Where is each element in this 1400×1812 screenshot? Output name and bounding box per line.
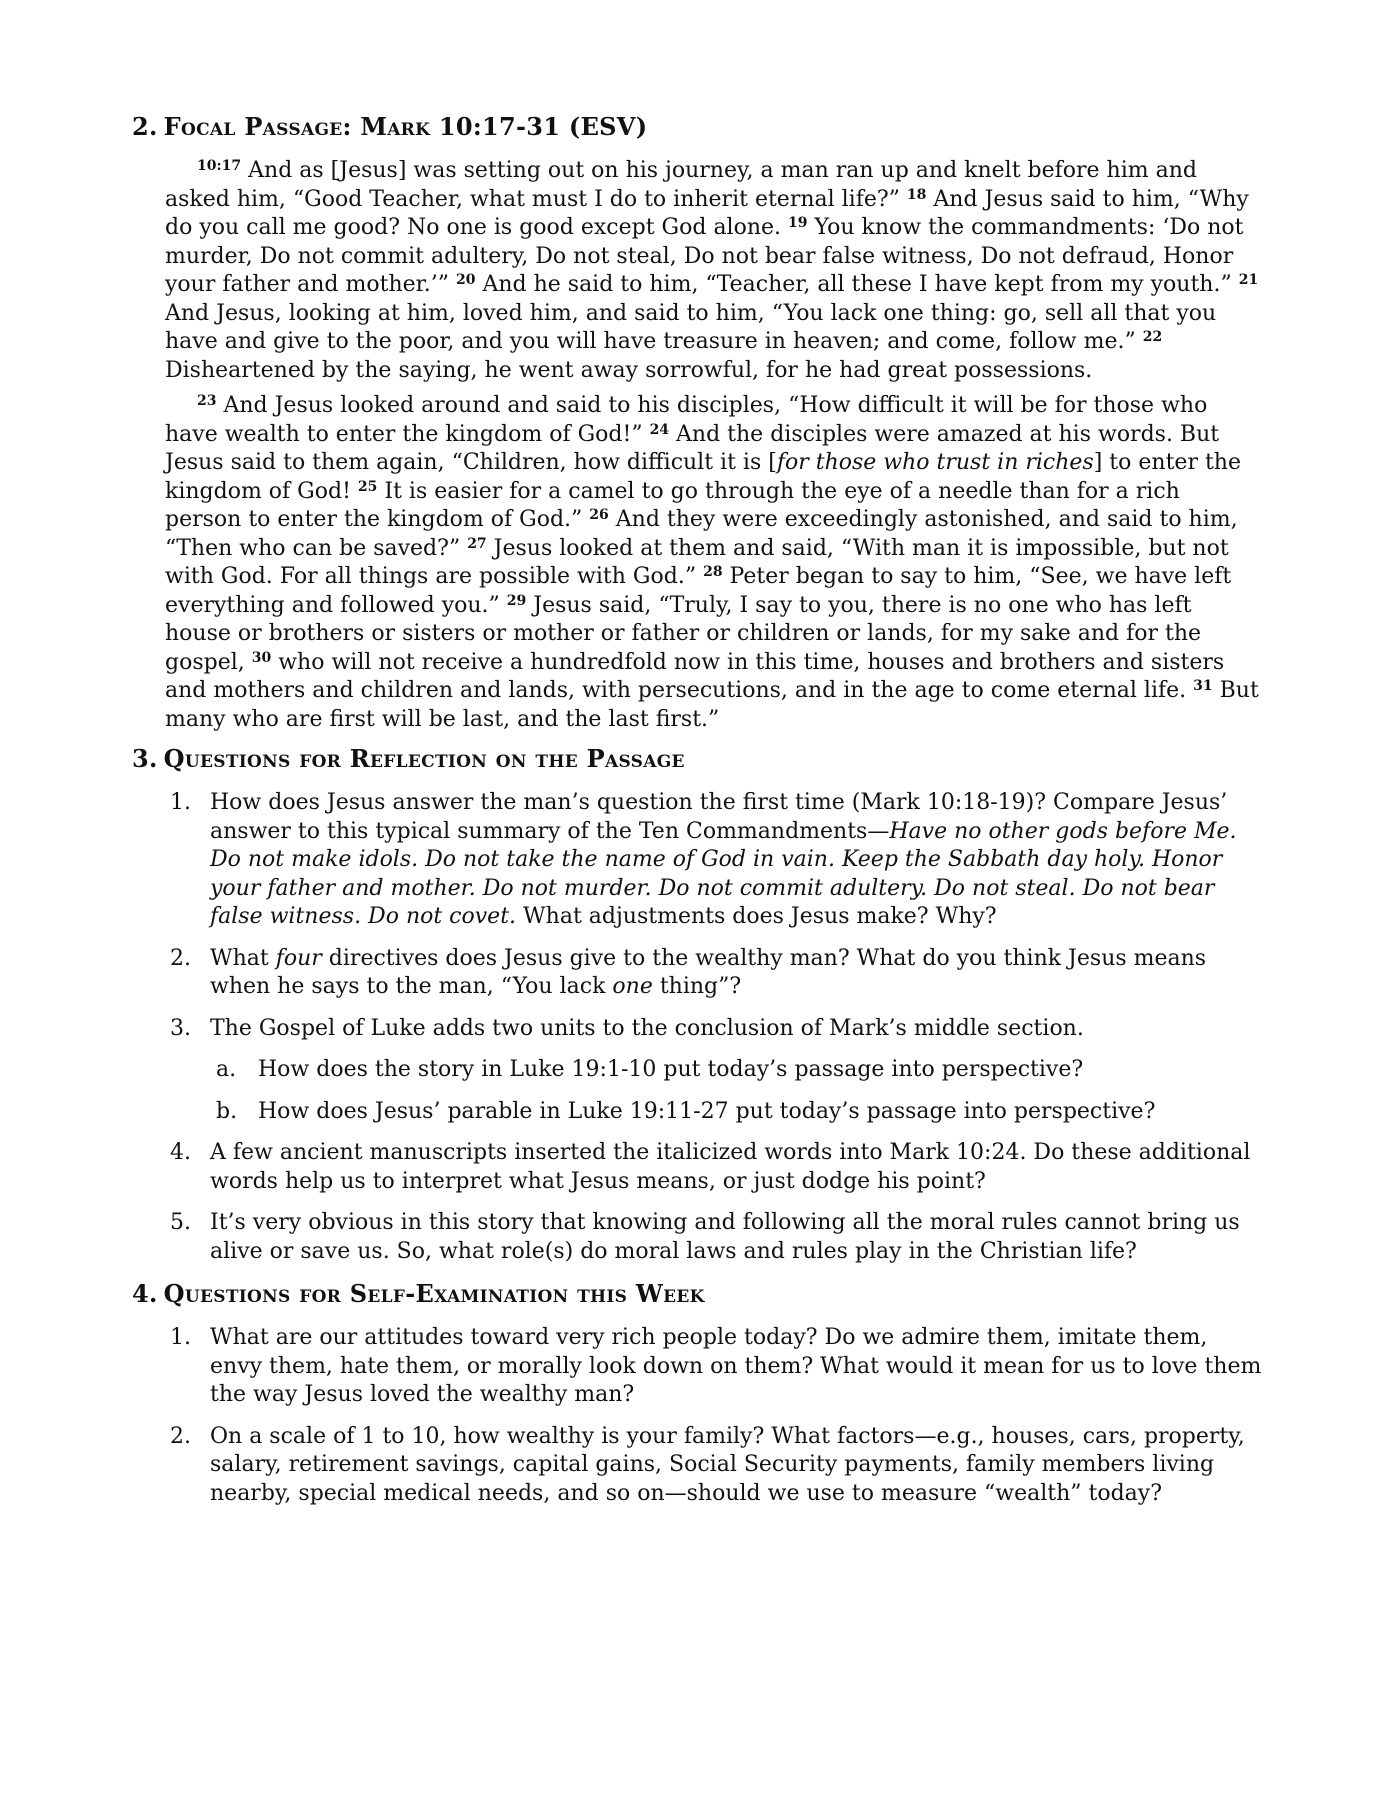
focal-passage-heading bbox=[132, 112, 1262, 142]
verse-number: 25 bbox=[357, 478, 378, 495]
question-item bbox=[132, 789, 1262, 932]
question-text: How does the story in Luke 19:1-10 put today’s passage into perspective? bbox=[258, 1057, 1084, 1082]
question-item bbox=[132, 1324, 1262, 1410]
question-item bbox=[132, 945, 1262, 1002]
verse-number: 27 bbox=[467, 535, 487, 552]
question-marker: 5. bbox=[170, 1210, 191, 1235]
question-marker: 4. bbox=[170, 1140, 191, 1165]
question-marker: b. bbox=[216, 1098, 238, 1124]
passage-paragraph: $^{23}$ And Jesus looked around and said to his disciples, “How difficult it will be for those who have wealth to enter the kingdom of God!” $^{24}$ And the disciples were amazed at his words. But Jesus said to them again, “Children, how difficult it is [for those who trust in riches] to enter the kingdom of God! $^{25}$ It is easier for a camel to go through the eye of a needle than for a rich person to enter the kingdom of God.” $^{26}$ And they were exceedingly astonished, and said to him, “Then who can be saved?” $^{27}$ Jesus looked at them and said, “With man it is impossible, but not with God. For all things are possible with God.” $^{28}$ Peter began to say to him, “See, we have left everything and followed you.” $^{29}$ Jesus said, “Truly, I say to you, there is no one who has left house or brothers or sisters or mother or father or children or lands, for my sake and for the gospel, $^{30}$ who will not receive a hundredfold now in this time, houses and brothers and sisters and mothers and children and lands, with persecutions, and in the age to come eternal life. $^{31}$ But many who are first will be last, and the last first.” bbox=[165, 393, 1259, 732]
question-marker: 1. bbox=[170, 1325, 191, 1350]
section-number: 4. bbox=[132, 1279, 158, 1308]
question-item bbox=[132, 1423, 1262, 1509]
verse-number: 24 bbox=[649, 421, 670, 438]
verse-number: 26 bbox=[589, 507, 609, 523]
section-title: Questions for Self-Examination this Week bbox=[163, 1279, 705, 1308]
question-text: How does Jesus’ parable in Luke 19:11-27 put today’s passage into perspective? bbox=[258, 1098, 1156, 1124]
verse-number: 21 bbox=[1238, 272, 1259, 288]
section-title: Focal Passage: Mark 10:17-31 (ESV) bbox=[163, 112, 648, 141]
question-text: The Gospel of Luke adds two units to the conclusion of Mark’s middle section. bbox=[210, 1015, 1084, 1041]
passage-text bbox=[132, 157, 1262, 734]
verse-number: 30 bbox=[251, 649, 272, 666]
italic-text: four bbox=[275, 945, 322, 971]
question-item bbox=[132, 1139, 1262, 1196]
italic-text: one bbox=[612, 974, 653, 999]
verse-number: 31 bbox=[1193, 678, 1213, 694]
sub-question-item bbox=[132, 1098, 1262, 1127]
question-item bbox=[132, 1015, 1262, 1044]
verse-number: 28 bbox=[703, 564, 723, 580]
passage-paragraph: $^{10:17}$ And as [Jesus] was setting out on his journey, a man ran up and knelt before him and asked him, “Good Teacher, what must I do to inherit eternal life?” $^{18}$ And Jesus said to him, “Why do you call me good? No one is good except God alone. $^{19}$ You know the commandments: ‘Do not murder, Do not commit adultery, Do not steal, Do not bear false witness, Do not defraud, Honor your father and mother.’” $^{20}$ And he said to him, “Teacher, all these I have kept from my youth.” $^{21}$ And Jesus, looking at him, loved him, and said to him, “You lack one thing: go, sell all that you have and give to the poor, and you will have treasure in heaven; and come, follow me.” $^{22}$ Disheartened by the saying, he went away sorrowful, for he had great possessions. bbox=[165, 158, 1259, 383]
question-marker: a. bbox=[216, 1057, 237, 1082]
verse-number: 18 bbox=[906, 186, 927, 203]
question-text: On a scale of 1 to 10, how wealthy is your family? What factors—e.g., houses, cars, property, salary, retirement savings, capital gains, Social Security payments, family members living nearby, special medical needs, and so on—should we use to measure “wealth” today? bbox=[210, 1423, 1245, 1506]
question-text: What four directives does Jesus give to the wealthy man? What do you think Jesus means when he says to the man, “You lack one thing”? bbox=[210, 945, 1207, 999]
question-text: A few ancient manuscripts inserted the italicized words into Mark 10:24. Do these additional words help us to interpret what Jesus means, or just dodge his point? bbox=[210, 1140, 1251, 1194]
italic-text: for those who trust in riches bbox=[776, 450, 1094, 475]
section-self-examination bbox=[132, 1279, 1262, 1508]
verse-number: 22 bbox=[1142, 329, 1163, 345]
question-text: It’s very obvious in this story that knowing and following all the moral rules cannot bring us alive or save us. So, what role(s) do moral laws and rules play in the Christian life? bbox=[210, 1210, 1240, 1264]
verse-number: 19 bbox=[788, 215, 808, 231]
sub-question-item bbox=[132, 1056, 1262, 1085]
section-title: Questions for Reflection on the Passage bbox=[163, 744, 685, 773]
question-marker: 1. bbox=[170, 790, 191, 815]
reflection-question-list bbox=[132, 789, 1262, 1266]
question-marker: 2. bbox=[170, 1423, 191, 1449]
section-number: 3. bbox=[132, 744, 158, 773]
section-number: 2. bbox=[132, 112, 158, 141]
question-text: How does Jesus answer the man’s question the first time (Mark 10:18-19)? Compare Jesus’ answer to this typical summary of the Ten Commandments—Have no other gods before Me. Do not make idols. Do not take the name of God in vain. Keep the Sabbath day holy. Honor your father and mother. Do not murder. Do not commit adultery. Do not steal. Do not bear false witness. Do not covet. What adjustments does Jesus make? Why? bbox=[210, 790, 1237, 929]
verse-number: 20 bbox=[455, 272, 476, 288]
question-text: What are our attitudes toward very rich people today? Do we admire them, imitate them, envy them, hate them, or morally look down on them? What would it mean for us to love them the way Jesus loved the wealthy man? bbox=[210, 1325, 1262, 1407]
verse-number: 29 bbox=[506, 592, 527, 609]
italic-text: Have no other gods before Me. Do not make idols. Do not take the name of God in vain. Keep the Sabbath day holy. Honor your father and mother. Do not murder. Do not commit adultery. Do not steal. Do not bear false witness. Do not covet. bbox=[210, 818, 1237, 929]
section-reflection-questions bbox=[132, 744, 1262, 1266]
self-examination-heading bbox=[132, 1279, 1262, 1309]
section-focal-passage bbox=[132, 112, 1262, 734]
question-marker: 2. bbox=[170, 945, 191, 971]
question-item bbox=[132, 1209, 1262, 1266]
verse-number: 23 bbox=[197, 393, 217, 409]
self-examination-question-list bbox=[132, 1324, 1262, 1508]
question-marker: 3. bbox=[170, 1015, 191, 1041]
verse-number: 10:17 bbox=[197, 158, 242, 174]
reflection-heading bbox=[132, 744, 1262, 774]
